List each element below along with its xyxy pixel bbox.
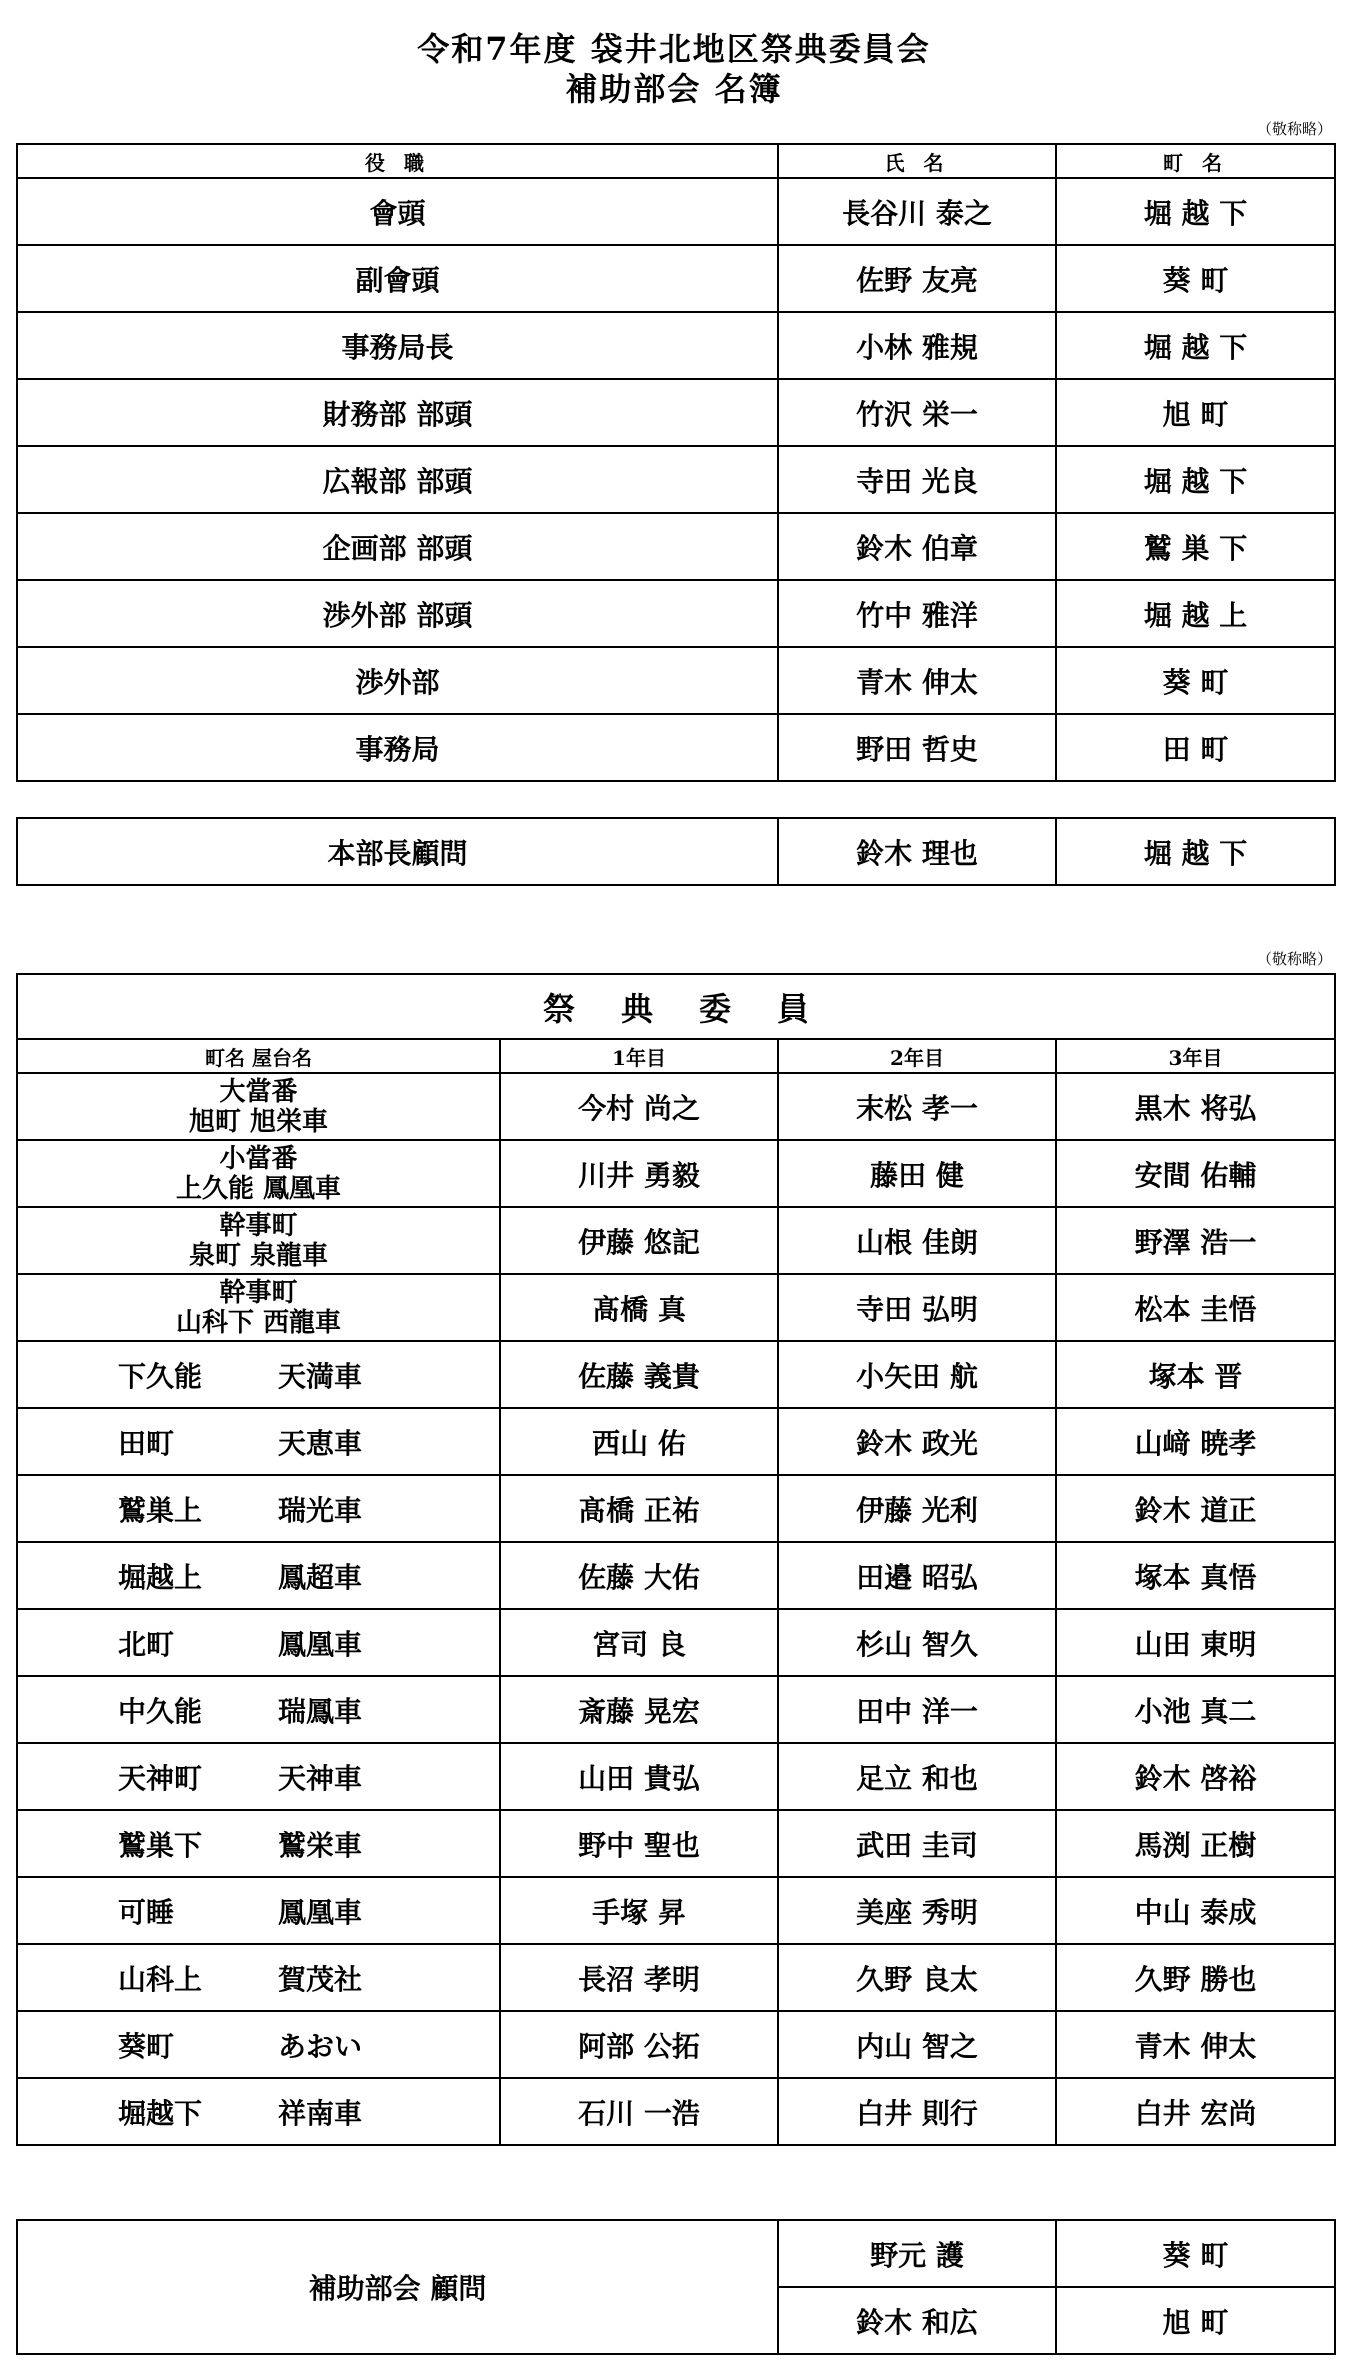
member-year3: 山﨑 暁孝: [1056, 1408, 1335, 1475]
member-year1: 宮司 良: [500, 1609, 778, 1676]
officer-name: 青木 伸太: [778, 647, 1056, 714]
town-name: 鷲巣下: [118, 1828, 203, 1862]
town-cell: [17, 1743, 500, 1810]
member-year1: 手塚 昇: [500, 1877, 778, 1944]
town-cell: [17, 1073, 500, 1140]
member-year1: 長沼 孝明: [500, 1944, 778, 2011]
town-name: 北町: [118, 1627, 175, 1661]
town-cell: [17, 1341, 500, 1408]
town-cell: [17, 1877, 500, 1944]
header-name: 氏 名: [778, 144, 1056, 178]
duty-label: 小當番: [219, 1143, 298, 1174]
member-year3: 塚本 真悟: [1056, 1542, 1335, 1609]
town-cell: [17, 1274, 500, 1341]
duty-label: 幹事町: [219, 1210, 298, 1241]
yatai-name: 天満車: [278, 1359, 363, 1393]
table-row: [17, 580, 1335, 647]
member-year3: 青木 伸太: [1056, 2011, 1335, 2078]
officer-name: 竹沢 栄一: [778, 379, 1056, 446]
officer-role: 副會頭: [17, 245, 778, 312]
member-year2: 末松 孝一: [778, 1073, 1056, 1140]
member-year1: 佐藤 大佑: [500, 1542, 778, 1609]
member-year2: 美座 秀明: [778, 1877, 1056, 1944]
officer-town: 葵 町: [1056, 647, 1335, 714]
member-year3: 白井 宏尚: [1056, 2078, 1335, 2145]
table-row: [17, 1207, 1335, 1274]
table-row: [17, 647, 1335, 714]
hq-advisor-table: [16, 817, 1336, 886]
town-name: 堀越下: [118, 2096, 203, 2130]
yatai-name: 天神車: [278, 1761, 363, 1795]
member-year1: 伊藤 悠記: [500, 1207, 778, 1274]
table-row: [17, 446, 1335, 513]
table-row: [17, 178, 1335, 245]
member-year2: 鈴木 政光: [778, 1408, 1056, 1475]
yatai-name: 鳳凰車: [278, 1895, 363, 1929]
town-cell: [17, 1475, 500, 1542]
table-row: [17, 1073, 1335, 1140]
table-row: [17, 1542, 1335, 1609]
officer-town: 旭 町: [1056, 379, 1335, 446]
member-year1: 石川 一浩: [500, 2078, 778, 2145]
member-year3: 塚本 晋: [1056, 1341, 1335, 1408]
header-year3: 3年目: [1056, 1039, 1335, 1073]
advisor-name: 鈴木 理也: [778, 818, 1056, 885]
officer-town: 葵 町: [1056, 245, 1335, 312]
town-name: 田町: [118, 1426, 175, 1460]
member-year1: 川井 勇毅: [500, 1140, 778, 1207]
member-year2: 内山 智之: [778, 2011, 1056, 2078]
town-yatai: 上久能 鳳凰車: [175, 1173, 342, 1204]
officer-role: 事務局: [17, 714, 778, 781]
officer-name: 野田 哲史: [778, 714, 1056, 781]
officer-town: 堀 越 下: [1056, 178, 1335, 245]
sub-advisor-role: 補助部会 顧問: [17, 2220, 778, 2354]
officer-town: 鷲 巣 下: [1056, 513, 1335, 580]
town-name: 中久能: [118, 1694, 203, 1728]
member-year3: 中山 泰成: [1056, 1877, 1335, 1944]
yatai-name: 鳳超車: [278, 1560, 363, 1594]
header-town-yatai: 町名 屋台名: [17, 1039, 500, 1073]
member-year2: 小矢田 航: [778, 1341, 1056, 1408]
yatai-name: 天恵車: [278, 1426, 363, 1460]
officer-town: 堀 越 下: [1056, 312, 1335, 379]
member-year2: 久野 良太: [778, 1944, 1056, 2011]
town-cell: [17, 1542, 500, 1609]
member-year3: 小池 真二: [1056, 1676, 1335, 1743]
town-cell: [17, 1944, 500, 2011]
table-row: [17, 1341, 1335, 1408]
sub-advisor-name: 鈴木 和広: [778, 2287, 1056, 2354]
header-year2: 2年目: [778, 1039, 1056, 1073]
table-row: [17, 1743, 1335, 1810]
honorific-note-2: （敬称略）: [1256, 950, 1332, 968]
table-row: [17, 1810, 1335, 1877]
officer-role: 企画部 部頭: [17, 513, 778, 580]
town-yatai: 旭町 旭栄車: [188, 1106, 329, 1137]
officer-name: 佐野 友亮: [778, 245, 1056, 312]
yatai-name: 瑞光車: [278, 1493, 363, 1527]
member-year1: 西山 佑: [500, 1408, 778, 1475]
officer-name: 鈴木 伯章: [778, 513, 1056, 580]
officer-role: 渉外部: [17, 647, 778, 714]
town-name: 可睡: [118, 1895, 175, 1929]
town-yatai: 泉町 泉龍車: [188, 1240, 329, 1271]
sub-advisors-table: [16, 2219, 1336, 2355]
member-year2: 白井 則行: [778, 2078, 1056, 2145]
member-year3: 野澤 浩一: [1056, 1207, 1335, 1274]
header-town: 町 名: [1056, 144, 1335, 178]
member-year1: 斎藤 晃宏: [500, 1676, 778, 1743]
table-row: [17, 2220, 1335, 2287]
member-year3: 馬渕 正樹: [1056, 1810, 1335, 1877]
committee-table: [16, 973, 1336, 2146]
member-year1: 佐藤 義貴: [500, 1341, 778, 1408]
town-name: 下久能: [118, 1359, 203, 1393]
honorific-note: （敬称略）: [1256, 120, 1332, 138]
town-cell: [17, 1408, 500, 1475]
officer-role: 事務局長: [17, 312, 778, 379]
officer-role: 広報部 部頭: [17, 446, 778, 513]
table-row: [17, 379, 1335, 446]
officers-table: [16, 143, 1336, 782]
table-row: [17, 1408, 1335, 1475]
officer-role: 渉外部 部頭: [17, 580, 778, 647]
duty-label: 幹事町: [219, 1277, 298, 1308]
yatai-name: あおい: [278, 2029, 363, 2063]
header-year1: 1年目: [500, 1039, 778, 1073]
member-year1: 今村 尚之: [500, 1073, 778, 1140]
officer-role: 財務部 部頭: [17, 379, 778, 446]
town-cell: [17, 2011, 500, 2078]
town-name: 鷲巣上: [118, 1493, 203, 1527]
town-cell: [17, 1140, 500, 1207]
table-row: [17, 1944, 1335, 2011]
committee-title-row: [17, 974, 1335, 1039]
town-name: 天神町: [118, 1761, 203, 1795]
town-name: 山科上: [118, 1962, 203, 1996]
officer-town: 田 町: [1056, 714, 1335, 781]
table-row: [17, 1609, 1335, 1676]
yatai-name: 賀茂社: [278, 1962, 363, 1996]
table-row: [17, 1475, 1335, 1542]
committee-header-row: [17, 1039, 1335, 1073]
committee-title: 祭典委員: [17, 974, 1335, 1039]
member-year3: 久野 勝也: [1056, 1944, 1335, 2011]
header-role: 役 職: [17, 144, 778, 178]
member-year3: 松本 圭悟: [1056, 1274, 1335, 1341]
officer-role: 會頭: [17, 178, 778, 245]
member-year2: 杉山 智久: [778, 1609, 1056, 1676]
member-year3: 黒木 将弘: [1056, 1073, 1335, 1140]
member-year2: 田中 洋一: [778, 1676, 1056, 1743]
duty-label: 大當番: [219, 1076, 298, 1107]
member-year2: 足立 和也: [778, 1743, 1056, 1810]
officer-town: 堀 越 上: [1056, 580, 1335, 647]
member-year2: 山根 佳朗: [778, 1207, 1056, 1274]
sub-advisor-town: 旭 町: [1056, 2287, 1335, 2354]
member-year2: 武田 圭司: [778, 1810, 1056, 1877]
member-year3: 鈴木 啓裕: [1056, 1743, 1335, 1810]
sub-advisor-town: 葵 町: [1056, 2220, 1335, 2287]
table-row: [17, 245, 1335, 312]
advisor-town: 堀 越 下: [1056, 818, 1335, 885]
table-row: [17, 2078, 1335, 2145]
document-subtitle: 補助部会 名簿: [565, 70, 783, 108]
town-name: 葵町: [118, 2029, 175, 2063]
officer-name: 長谷川 泰之: [778, 178, 1056, 245]
officer-town: 堀 越 下: [1056, 446, 1335, 513]
table-row: [17, 1140, 1335, 1207]
member-year1: 髙橋 真: [500, 1274, 778, 1341]
town-cell: [17, 1676, 500, 1743]
member-year1: 阿部 公拓: [500, 2011, 778, 2078]
table-row: [17, 1676, 1335, 1743]
town-cell: [17, 1609, 500, 1676]
town-cell: [17, 2078, 500, 2145]
yatai-name: 祥南車: [278, 2096, 363, 2130]
member-year1: 髙橋 正祐: [500, 1475, 778, 1542]
yatai-name: 鳳凰車: [278, 1627, 363, 1661]
member-year3: 安間 佑輔: [1056, 1140, 1335, 1207]
table-row: [17, 818, 1335, 885]
officer-name: 寺田 光良: [778, 446, 1056, 513]
officer-name: 小林 雅規: [778, 312, 1056, 379]
table-row: [17, 1274, 1335, 1341]
yatai-name: 鷲栄車: [278, 1828, 363, 1862]
member-year2: 田邉 昭弘: [778, 1542, 1056, 1609]
table-row: [17, 513, 1335, 580]
advisor-role: 本部長顧問: [17, 818, 778, 885]
member-year1: 野中 聖也: [500, 1810, 778, 1877]
member-year2: 伊藤 光利: [778, 1475, 1056, 1542]
table-row: [17, 2011, 1335, 2078]
sub-advisor-name: 野元 護: [778, 2220, 1056, 2287]
document-title: 令和7年度 袋井北地区祭典委員会: [417, 30, 931, 68]
member-year3: 山田 東明: [1056, 1609, 1335, 1676]
town-cell: [17, 1810, 500, 1877]
town-cell: [17, 1207, 500, 1274]
table-row: [17, 714, 1335, 781]
town-yatai: 山科下 西龍車: [175, 1307, 342, 1338]
member-year1: 山田 貴弘: [500, 1743, 778, 1810]
member-year2: 寺田 弘明: [778, 1274, 1056, 1341]
town-name: 堀越上: [118, 1560, 203, 1594]
yatai-name: 瑞鳳車: [278, 1694, 363, 1728]
member-year3: 鈴木 道正: [1056, 1475, 1335, 1542]
table-row: [17, 312, 1335, 379]
table-row: [17, 1877, 1335, 1944]
member-year2: 藤田 健: [778, 1140, 1056, 1207]
officers-header-row: [17, 144, 1335, 178]
officer-name: 竹中 雅洋: [778, 580, 1056, 647]
